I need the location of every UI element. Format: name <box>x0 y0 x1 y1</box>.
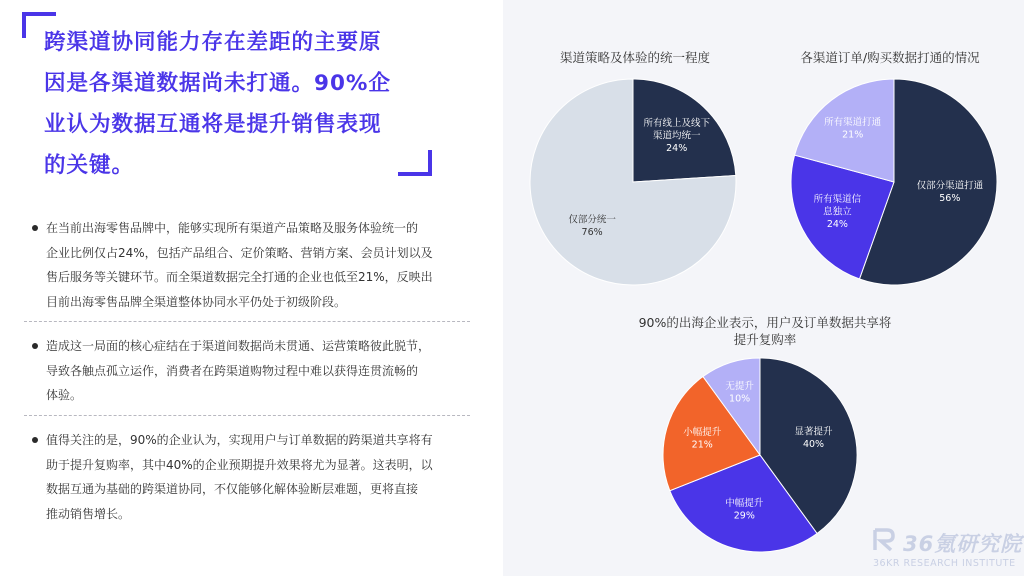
pie-slice-name: 无提升 <box>725 381 754 393</box>
bullet-line: 企业比例仅占24%，包括产品组合、定价策略、营销方案、会员计划以及 <box>46 245 433 260</box>
pie-slice-name: 仅部分统一 <box>568 214 616 226</box>
pie-slice-value: 24% <box>826 219 848 231</box>
pie-slice-name: 所有线上及线下 <box>643 117 710 129</box>
bullet-paragraph-3 <box>46 428 466 526</box>
bullet-line: 目前出海零售品牌全渠道整体协同水平仍处于初级阶段。 <box>46 294 347 309</box>
pie-slice-value: 40% <box>802 438 825 450</box>
bullet-line: 在当前出海零售品牌中，能够实现所有渠道产品策略及服务体验统一的 <box>46 221 419 235</box>
logo-watermark <box>873 528 1023 572</box>
dashed-divider <box>24 321 470 322</box>
pie-slice-value: 76% <box>581 226 603 238</box>
headline-line: 因是各渠道数据尚未打通。90%企 <box>44 71 391 96</box>
bullet-line: 造成这一局面的核心症结在于渠道间数据尚未贯通、运营策略彼此脱节， <box>46 339 431 353</box>
bullet-dot-icon <box>32 343 38 349</box>
bracket-bottom-right-decoration <box>398 150 432 176</box>
pie-slice-value: 21% <box>842 129 864 141</box>
pie-chart-data-integration <box>791 79 997 285</box>
pie-slice-value: 10% <box>729 393 751 405</box>
bullet-line: 值得关注的是，90%的企业认为，实现用户与订单数据的跨渠道共享将有 <box>46 433 433 447</box>
pie-slice-name: 息独立 <box>823 206 852 218</box>
logo-subtitle: 36KR RESEARCH INSTITUTE <box>873 558 1016 569</box>
pie-slice-name: 小幅提升 <box>683 426 722 438</box>
pie-1-title: 渠道策略及体验的统一程度 <box>559 50 710 65</box>
pie-slice-value: 21% <box>691 439 713 451</box>
logo-mark-icon <box>873 528 895 552</box>
pie-slice-name: 仅部分渠道打通 <box>916 180 984 192</box>
logo-name: 36氪研究院 <box>903 532 1023 556</box>
pie-3-title <box>620 314 910 348</box>
headline-line: 的关键。 <box>44 153 135 178</box>
bullet-line: 推动销售增长。 <box>46 506 131 521</box>
pie-chart-channel-strategy <box>530 79 736 285</box>
bullet-line: 数据互通为基础的跨渠道协同，不仅能够化解体验断层难题，更将直接 <box>46 482 419 496</box>
pie-slice-name: 中幅提升 <box>725 497 764 509</box>
pie-2-title: 各渠道订单/购买数据打通的情况 <box>800 50 980 65</box>
pie-3-title-line: 90%的出海企业表示，用户及订单数据共享将 <box>638 315 892 330</box>
pie-chart-repurchase <box>663 358 857 552</box>
pie-slice-name: 所有渠道信 <box>813 194 862 206</box>
headline <box>44 22 424 186</box>
pie-3-title-line: 提升复购率 <box>733 332 797 347</box>
bullet-paragraph-2 <box>46 334 466 408</box>
bullet-line: 助于提升复购率，其中40%的企业预期提升效果将尤为显著。这表明，以 <box>46 457 433 472</box>
bullet-line: 售后服务等关键环节。而全渠道数据完全打通的企业也低至21%，反映出 <box>46 270 433 284</box>
pie-slice-name: 显著提升 <box>794 426 833 438</box>
pie-slice-value: 56% <box>939 192 961 204</box>
bullet-dot-icon <box>32 437 38 443</box>
pie-slice-name: 渠道均统一 <box>652 130 701 142</box>
pie-slice-value: 29% <box>733 510 755 522</box>
bullet-paragraph-1 <box>46 216 466 314</box>
pie-slice-name: 所有渠道打通 <box>824 116 882 128</box>
headline-line: 业认为数据互通将是提升销售表现 <box>44 112 382 137</box>
pie-slice-value: 24% <box>666 142 688 154</box>
bullet-line: 体验。 <box>46 388 83 402</box>
dashed-divider <box>24 415 470 416</box>
headline-line: 跨渠道协同能力存在差距的主要原 <box>44 30 382 55</box>
bullet-dot-icon <box>32 225 38 231</box>
bullet-line: 导致各触点孤立运作，消费者在跨渠道购物过程中难以获得连贯流畅的 <box>46 363 419 378</box>
